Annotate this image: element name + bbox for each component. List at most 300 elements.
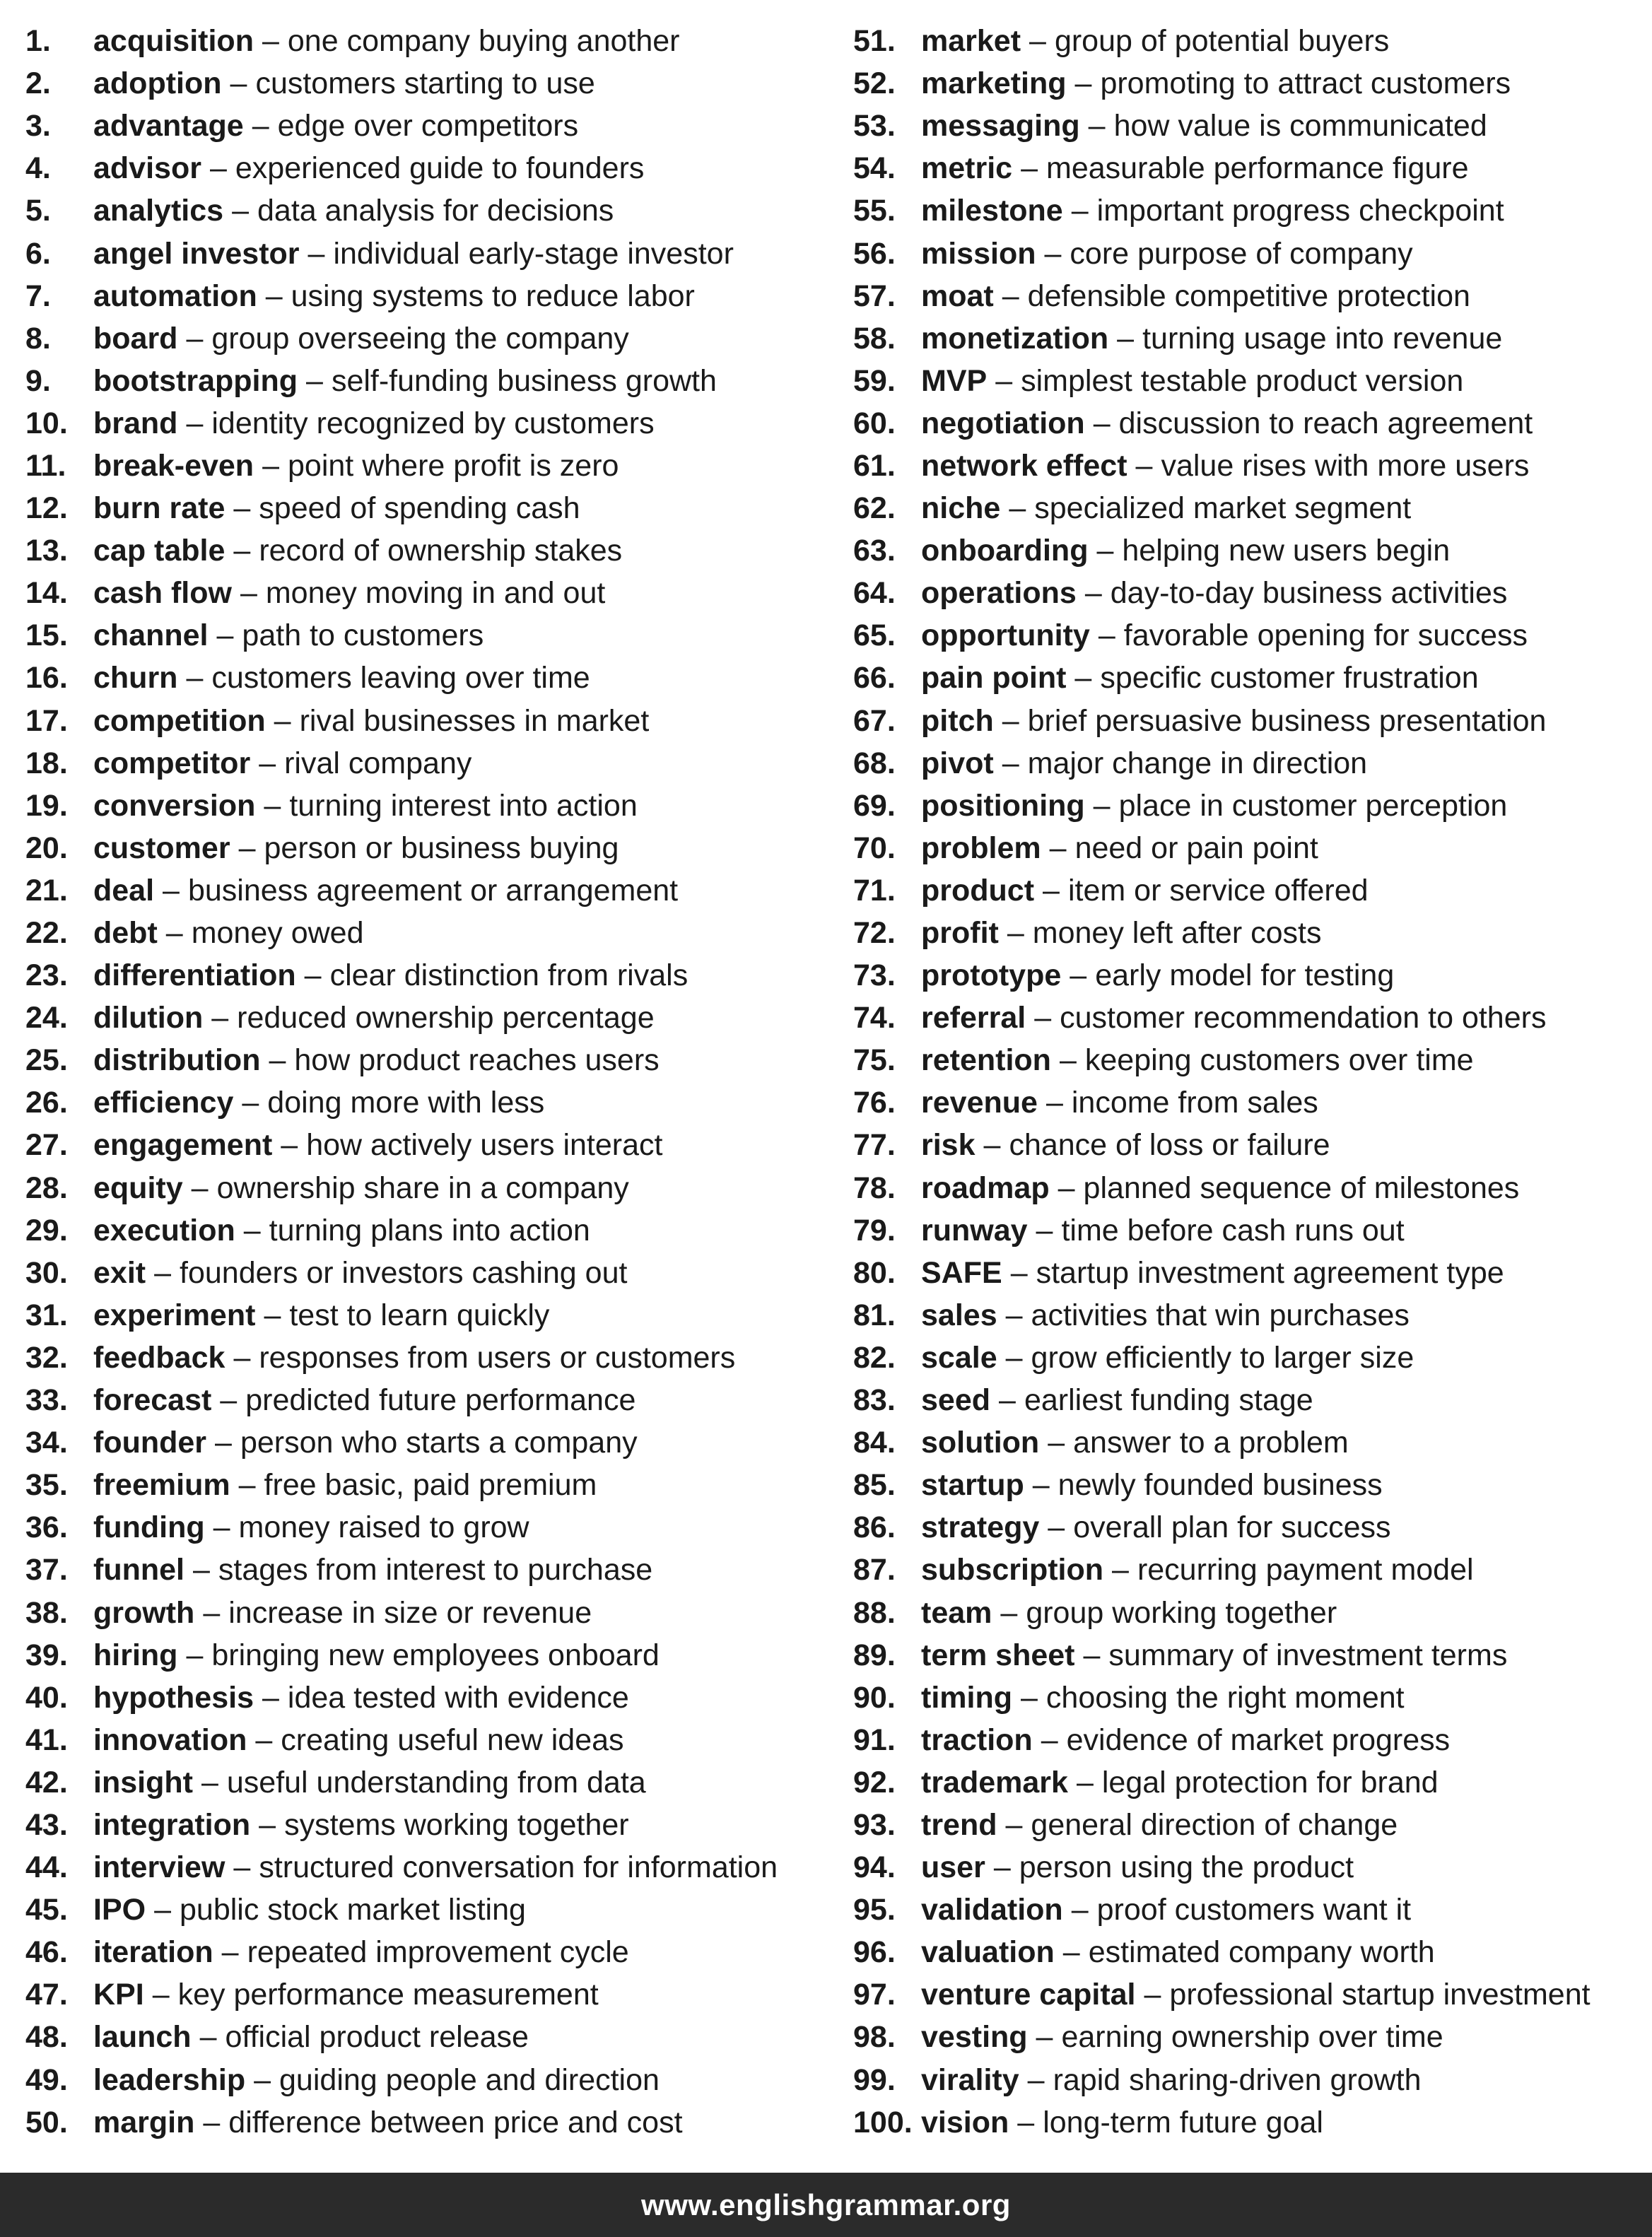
- item-separator: –: [211, 1001, 229, 1035]
- list-item: [853, 1167, 1645, 1209]
- item-number: 86.: [853, 1510, 896, 1545]
- item-separator: –: [192, 1553, 210, 1587]
- item-number: 1.: [25, 24, 51, 59]
- item-term: vision: [921, 2105, 1009, 2139]
- item-separator: –: [1005, 1807, 1023, 1842]
- item-number: 16.: [25, 661, 68, 695]
- item-term: execution: [93, 1213, 235, 1247]
- list-item: [853, 105, 1645, 147]
- item-separator: –: [230, 66, 247, 101]
- item-term: validation: [921, 1893, 1063, 1927]
- list-item: [853, 2059, 1645, 2101]
- list-item: [25, 997, 831, 1039]
- item-term: metric: [921, 151, 1013, 186]
- item-number: 13.: [25, 534, 68, 568]
- item-number: 20.: [25, 830, 68, 865]
- item-term: experiment: [93, 1298, 256, 1332]
- item-number: 93.: [853, 1807, 896, 1842]
- item-definition: useful understanding from data: [226, 1765, 646, 1799]
- item-number: 34.: [25, 1426, 68, 1460]
- item-separator: –: [306, 363, 323, 398]
- item-term: board: [93, 321, 178, 356]
- item-term: integration: [93, 1807, 251, 1842]
- item-number: 4.: [25, 151, 51, 186]
- item-term: SAFE: [921, 1255, 1002, 1290]
- item-term: solution: [921, 1426, 1040, 1460]
- item-separator: –: [1112, 1553, 1129, 1587]
- item-term: positioning: [921, 788, 1085, 823]
- list-item: [25, 1591, 831, 1633]
- list-item: [25, 1506, 831, 1549]
- list-item: [25, 62, 831, 105]
- item-number: 75.: [853, 1043, 896, 1078]
- item-term: team: [921, 1595, 992, 1630]
- list-item: [25, 1677, 831, 1719]
- item-term: messaging: [921, 109, 1080, 143]
- list-item: [25, 402, 831, 445]
- item-separator: –: [254, 2062, 271, 2097]
- item-definition: person or business buying: [264, 830, 619, 865]
- list-item: [853, 1931, 1645, 1973]
- item-term: freemium: [93, 1468, 230, 1503]
- item-separator: –: [1032, 1468, 1050, 1503]
- item-number: 72.: [853, 916, 896, 951]
- list-item: [853, 1081, 1645, 1124]
- item-separator: –: [1005, 1340, 1023, 1375]
- item-separator: –: [307, 236, 325, 271]
- item-term: insight: [93, 1765, 193, 1799]
- item-term: marketing: [921, 66, 1067, 101]
- item-separator: –: [1002, 746, 1019, 780]
- item-number: 89.: [853, 1638, 896, 1672]
- item-number: 95.: [853, 1893, 896, 1927]
- item-separator: –: [1049, 830, 1067, 865]
- item-term: hiring: [93, 1638, 178, 1672]
- item-separator: –: [1036, 2020, 1053, 2055]
- list-item: [853, 912, 1645, 954]
- item-separator: –: [262, 1680, 279, 1715]
- item-separator: –: [999, 1383, 1016, 1418]
- item-separator: –: [1071, 194, 1089, 228]
- item-number: 33.: [25, 1383, 68, 1418]
- item-definition: day-to-day business activities: [1110, 576, 1508, 611]
- item-number: 53.: [853, 109, 896, 143]
- item-definition: estimated company worth: [1088, 1935, 1435, 1970]
- item-separator: –: [1044, 236, 1062, 271]
- item-definition: promoting to attract customers: [1100, 66, 1511, 101]
- item-separator: –: [1000, 1595, 1018, 1630]
- list-item: [25, 1846, 831, 1889]
- list-item: [25, 1889, 831, 1931]
- list-item: [853, 869, 1645, 912]
- item-definition: key performance measurement: [177, 1978, 599, 2012]
- item-definition: person who starts a company: [240, 1426, 638, 1460]
- item-term: KPI: [93, 1978, 144, 2012]
- item-number: 73.: [853, 958, 896, 993]
- item-separator: –: [1093, 406, 1111, 440]
- list-item: [25, 572, 831, 614]
- item-term: innovation: [93, 1722, 247, 1757]
- item-definition: need or pain point: [1074, 830, 1318, 865]
- item-number: 29.: [25, 1213, 68, 1247]
- item-term: retention: [921, 1043, 1051, 1078]
- list-item: [25, 189, 831, 232]
- item-separator: –: [233, 1340, 251, 1375]
- item-term: risk: [921, 1128, 976, 1163]
- item-definition: rapid sharing-driven growth: [1053, 2062, 1422, 2097]
- item-definition: summary of investment terms: [1108, 1638, 1508, 1672]
- list-item: [853, 1124, 1645, 1166]
- item-definition: individual early-stage investor: [333, 236, 734, 271]
- item-term: pivot: [921, 746, 994, 780]
- item-separator: –: [152, 1978, 170, 2012]
- item-number: 37.: [25, 1553, 68, 1587]
- item-definition: person using the product: [1019, 1850, 1354, 1885]
- item-number: 83.: [853, 1383, 896, 1418]
- item-separator: –: [1002, 278, 1019, 313]
- item-term: distribution: [93, 1043, 261, 1078]
- list-item: [25, 105, 831, 147]
- item-separator: –: [1009, 491, 1026, 526]
- item-separator: –: [259, 1807, 276, 1842]
- list-item: [853, 700, 1645, 742]
- item-definition: using systems to reduce labor: [291, 278, 695, 313]
- item-number: 78.: [853, 1170, 896, 1205]
- item-term: strategy: [921, 1510, 1040, 1545]
- item-separator: –: [199, 2020, 217, 2055]
- item-separator: –: [238, 830, 256, 865]
- item-number: 80.: [853, 1255, 896, 1290]
- item-definition: income from sales: [1071, 1086, 1318, 1120]
- item-separator: –: [281, 1128, 298, 1163]
- item-term: advisor: [93, 151, 201, 186]
- item-number: 5.: [25, 194, 51, 228]
- list-item: [25, 1124, 831, 1166]
- list-item: [25, 487, 831, 529]
- item-separator: –: [1098, 618, 1115, 653]
- item-definition: money owed: [191, 916, 364, 951]
- left-column-list: [25, 20, 831, 2144]
- item-number: 7.: [25, 278, 51, 313]
- item-term: prototype: [921, 958, 1062, 993]
- item-number: 25.: [25, 1043, 68, 1078]
- item-number: 48.: [25, 2020, 68, 2055]
- item-number: 87.: [853, 1553, 896, 1587]
- item-term: cash flow: [93, 576, 232, 611]
- item-number: 35.: [25, 1468, 68, 1503]
- item-definition: structured conversation for information: [259, 1850, 778, 1885]
- item-number: 77.: [853, 1128, 896, 1163]
- item-definition: official product release: [225, 2020, 529, 2055]
- item-term: angel investor: [93, 236, 300, 271]
- item-separator: –: [1034, 1001, 1052, 1035]
- item-number: 56.: [853, 236, 896, 271]
- item-definition: bringing new employees onboard: [211, 1638, 660, 1672]
- item-separator: –: [233, 1850, 251, 1885]
- item-term: debt: [93, 916, 158, 951]
- list-item: [25, 827, 831, 869]
- item-definition: systems working together: [284, 1807, 629, 1842]
- item-separator: –: [1093, 788, 1111, 823]
- item-definition: point where profit is zero: [288, 448, 619, 483]
- item-term: pain point: [921, 661, 1067, 695]
- item-number: 45.: [25, 1893, 68, 1927]
- item-definition: choosing the right moment: [1045, 1680, 1405, 1715]
- item-number: 79.: [853, 1213, 896, 1247]
- item-term: profit: [921, 916, 999, 951]
- item-separator: –: [1020, 1680, 1038, 1715]
- item-definition: overall plan for success: [1073, 1510, 1391, 1545]
- item-separator: –: [1083, 1638, 1101, 1672]
- item-term: cap table: [93, 534, 225, 568]
- list-item: [853, 1294, 1645, 1337]
- item-term: conversion: [93, 788, 256, 823]
- item-term: mission: [921, 236, 1036, 271]
- item-number: 24.: [25, 1001, 68, 1035]
- item-separator: –: [203, 2105, 221, 2139]
- item-definition: customer recommendation to others: [1060, 1001, 1547, 1035]
- item-number: 36.: [25, 1510, 68, 1545]
- item-term: negotiation: [921, 406, 1085, 440]
- item-term: funnel: [93, 1553, 184, 1587]
- item-definition: self-funding business growth: [331, 363, 717, 398]
- item-separator: –: [1017, 2105, 1035, 2139]
- list-item: [25, 20, 831, 62]
- item-separator: –: [242, 1086, 259, 1120]
- item-number: 47.: [25, 1978, 68, 2012]
- item-separator: –: [1021, 151, 1038, 186]
- list-item: [25, 1209, 831, 1252]
- item-term: product: [921, 873, 1035, 908]
- item-term: market: [921, 24, 1021, 59]
- item-term: forecast: [93, 1383, 212, 1418]
- item-term: user: [921, 1850, 985, 1885]
- item-definition: item or service offered: [1067, 873, 1369, 908]
- item-definition: specific customer frustration: [1100, 661, 1479, 695]
- item-number: 6.: [25, 236, 51, 271]
- item-number: 39.: [25, 1638, 68, 1672]
- item-number: 57.: [853, 278, 896, 313]
- list-item: [853, 2101, 1645, 2144]
- item-separator: –: [995, 363, 1013, 398]
- list-item: [853, 1634, 1645, 1677]
- item-separator: –: [238, 1468, 256, 1503]
- item-definition: clear distinction from rivals: [329, 958, 689, 993]
- item-term: competitor: [93, 746, 251, 780]
- item-separator: –: [262, 448, 279, 483]
- list-item: [25, 1081, 831, 1124]
- item-term: virality: [921, 2062, 1019, 2097]
- item-separator: –: [215, 1426, 232, 1460]
- item-definition: specialized market segment: [1034, 491, 1412, 526]
- item-separator: –: [264, 1298, 281, 1332]
- item-term: term sheet: [921, 1638, 1075, 1672]
- item-term: iteration: [93, 1935, 213, 1970]
- list-item: [853, 360, 1645, 402]
- list-item: [25, 1421, 831, 1464]
- item-term: MVP: [921, 363, 988, 398]
- item-term: roadmap: [921, 1170, 1050, 1205]
- item-term: interview: [93, 1850, 225, 1885]
- item-number: 23.: [25, 958, 68, 993]
- item-definition: keeping customers over time: [1084, 1043, 1474, 1078]
- item-definition: money moving in and out: [265, 576, 606, 611]
- item-definition: earning ownership over time: [1061, 2020, 1443, 2055]
- list-item: [853, 147, 1645, 189]
- item-term: churn: [93, 661, 178, 695]
- list-item: [853, 1846, 1645, 1889]
- item-separator: –: [274, 703, 291, 738]
- item-separator: –: [265, 278, 283, 313]
- item-term: competition: [93, 703, 266, 738]
- item-number: 51.: [853, 24, 896, 59]
- list-item: [25, 1039, 831, 1081]
- item-term: acquisition: [93, 24, 254, 59]
- item-term: trademark: [921, 1765, 1068, 1799]
- list-item: [853, 317, 1645, 360]
- item-number: 65.: [853, 618, 896, 653]
- item-number: 42.: [25, 1765, 68, 1799]
- list-item: [853, 189, 1645, 232]
- item-separator: –: [1058, 1170, 1075, 1205]
- item-number: 69.: [853, 788, 896, 823]
- item-term: operations: [921, 576, 1077, 611]
- item-term: margin: [93, 2105, 195, 2139]
- item-separator: –: [262, 24, 279, 59]
- item-separator: –: [269, 1043, 286, 1078]
- item-number: 71.: [853, 873, 896, 908]
- item-definition: business agreement or arrangement: [187, 873, 679, 908]
- item-separator: –: [233, 534, 251, 568]
- item-separator: –: [1048, 1510, 1065, 1545]
- list-item: [853, 1591, 1645, 1633]
- item-number: 28.: [25, 1170, 68, 1205]
- item-definition: test to learn quickly: [289, 1298, 550, 1332]
- item-definition: earliest funding stage: [1024, 1383, 1313, 1418]
- item-definition: general direction of change: [1031, 1807, 1398, 1842]
- list-item: [853, 232, 1645, 274]
- item-separator: –: [186, 1638, 204, 1672]
- item-number: 46.: [25, 1935, 68, 1970]
- list-item: [853, 1506, 1645, 1549]
- list-item: [853, 1252, 1645, 1294]
- item-definition: predicted future performance: [245, 1383, 636, 1418]
- item-number: 15.: [25, 618, 68, 653]
- item-term: analytics: [93, 194, 224, 228]
- item-definition: core purpose of company: [1070, 236, 1413, 271]
- item-definition: group of potential buyers: [1054, 24, 1390, 59]
- item-term: subscription: [921, 1553, 1104, 1587]
- list-item: [25, 445, 831, 487]
- list-item: [25, 1973, 831, 2016]
- item-separator: –: [1076, 1765, 1094, 1799]
- item-definition: data analysis for decisions: [257, 194, 614, 228]
- item-definition: repeated improvement cycle: [247, 1935, 629, 1970]
- list-item: [25, 954, 831, 997]
- item-number: 76.: [853, 1086, 896, 1120]
- item-definition: rival company: [284, 746, 472, 780]
- item-definition: one company buying another: [287, 24, 680, 59]
- item-separator: –: [191, 1170, 209, 1205]
- item-definition: time before cash runs out: [1061, 1213, 1405, 1247]
- list-item: [25, 1719, 831, 1761]
- list-item: [853, 1209, 1645, 1252]
- item-definition: how value is communicated: [1113, 109, 1487, 143]
- item-definition: money left after costs: [1032, 916, 1322, 951]
- item-term: pitch: [921, 703, 994, 738]
- item-separator: –: [1041, 1722, 1058, 1757]
- item-number: 85.: [853, 1468, 896, 1503]
- item-term: hypothesis: [93, 1680, 254, 1715]
- item-definition: favorable opening for success: [1123, 618, 1528, 653]
- item-separator: –: [220, 1383, 238, 1418]
- item-separator: –: [1074, 66, 1092, 101]
- item-definition: creating useful new ideas: [281, 1722, 624, 1757]
- item-term: differentiation: [93, 958, 296, 993]
- item-separator: –: [1144, 1978, 1161, 2012]
- item-number: 99.: [853, 2062, 896, 2097]
- item-separator: –: [186, 661, 204, 695]
- item-number: 59.: [853, 363, 896, 398]
- item-number: 22.: [25, 916, 68, 951]
- item-term: vesting: [921, 2020, 1028, 2055]
- item-number: 67.: [853, 703, 896, 738]
- item-number: 52.: [853, 66, 896, 101]
- item-separator: –: [1135, 448, 1153, 483]
- item-number: 64.: [853, 576, 896, 611]
- item-number: 2.: [25, 66, 51, 101]
- item-definition: public stock market listing: [180, 1893, 526, 1927]
- item-term: scale: [921, 1340, 997, 1375]
- item-separator: –: [163, 873, 180, 908]
- list-item: [853, 529, 1645, 572]
- item-definition: turning plans into action: [269, 1213, 590, 1247]
- item-number: 82.: [853, 1340, 896, 1375]
- list-item: [853, 2016, 1645, 2058]
- item-term: deal: [93, 873, 155, 908]
- item-definition: group working together: [1026, 1595, 1337, 1630]
- item-separator: –: [154, 1893, 171, 1927]
- item-number: 32.: [25, 1340, 68, 1375]
- item-number: 30.: [25, 1255, 68, 1290]
- item-definition: difference between price and cost: [228, 2105, 683, 2139]
- item-number: 19.: [25, 788, 68, 823]
- list-item: [853, 275, 1645, 317]
- item-definition: path to customers: [242, 618, 484, 653]
- list-item: [25, 1167, 831, 1209]
- item-term: funding: [93, 1510, 205, 1545]
- item-separator: –: [186, 406, 204, 440]
- item-term: network effect: [921, 448, 1127, 483]
- item-definition: place in customer perception: [1118, 788, 1508, 823]
- right-column-list: [853, 20, 1645, 2144]
- list-item: [25, 147, 831, 189]
- item-separator: –: [186, 321, 204, 356]
- item-definition: doing more with less: [267, 1086, 545, 1120]
- item-separator: –: [216, 618, 234, 653]
- item-separator: –: [165, 916, 183, 951]
- list-item: [853, 1337, 1645, 1379]
- item-term: problem: [921, 830, 1041, 865]
- item-separator: –: [201, 1765, 218, 1799]
- item-definition: simplest testable product version: [1021, 363, 1464, 398]
- item-number: 98.: [853, 2020, 896, 2055]
- item-separator: –: [255, 1722, 273, 1757]
- item-term: burn rate: [93, 491, 225, 526]
- item-definition: idea tested with evidence: [287, 1680, 629, 1715]
- item-number: 27.: [25, 1128, 68, 1163]
- item-term: automation: [93, 278, 257, 313]
